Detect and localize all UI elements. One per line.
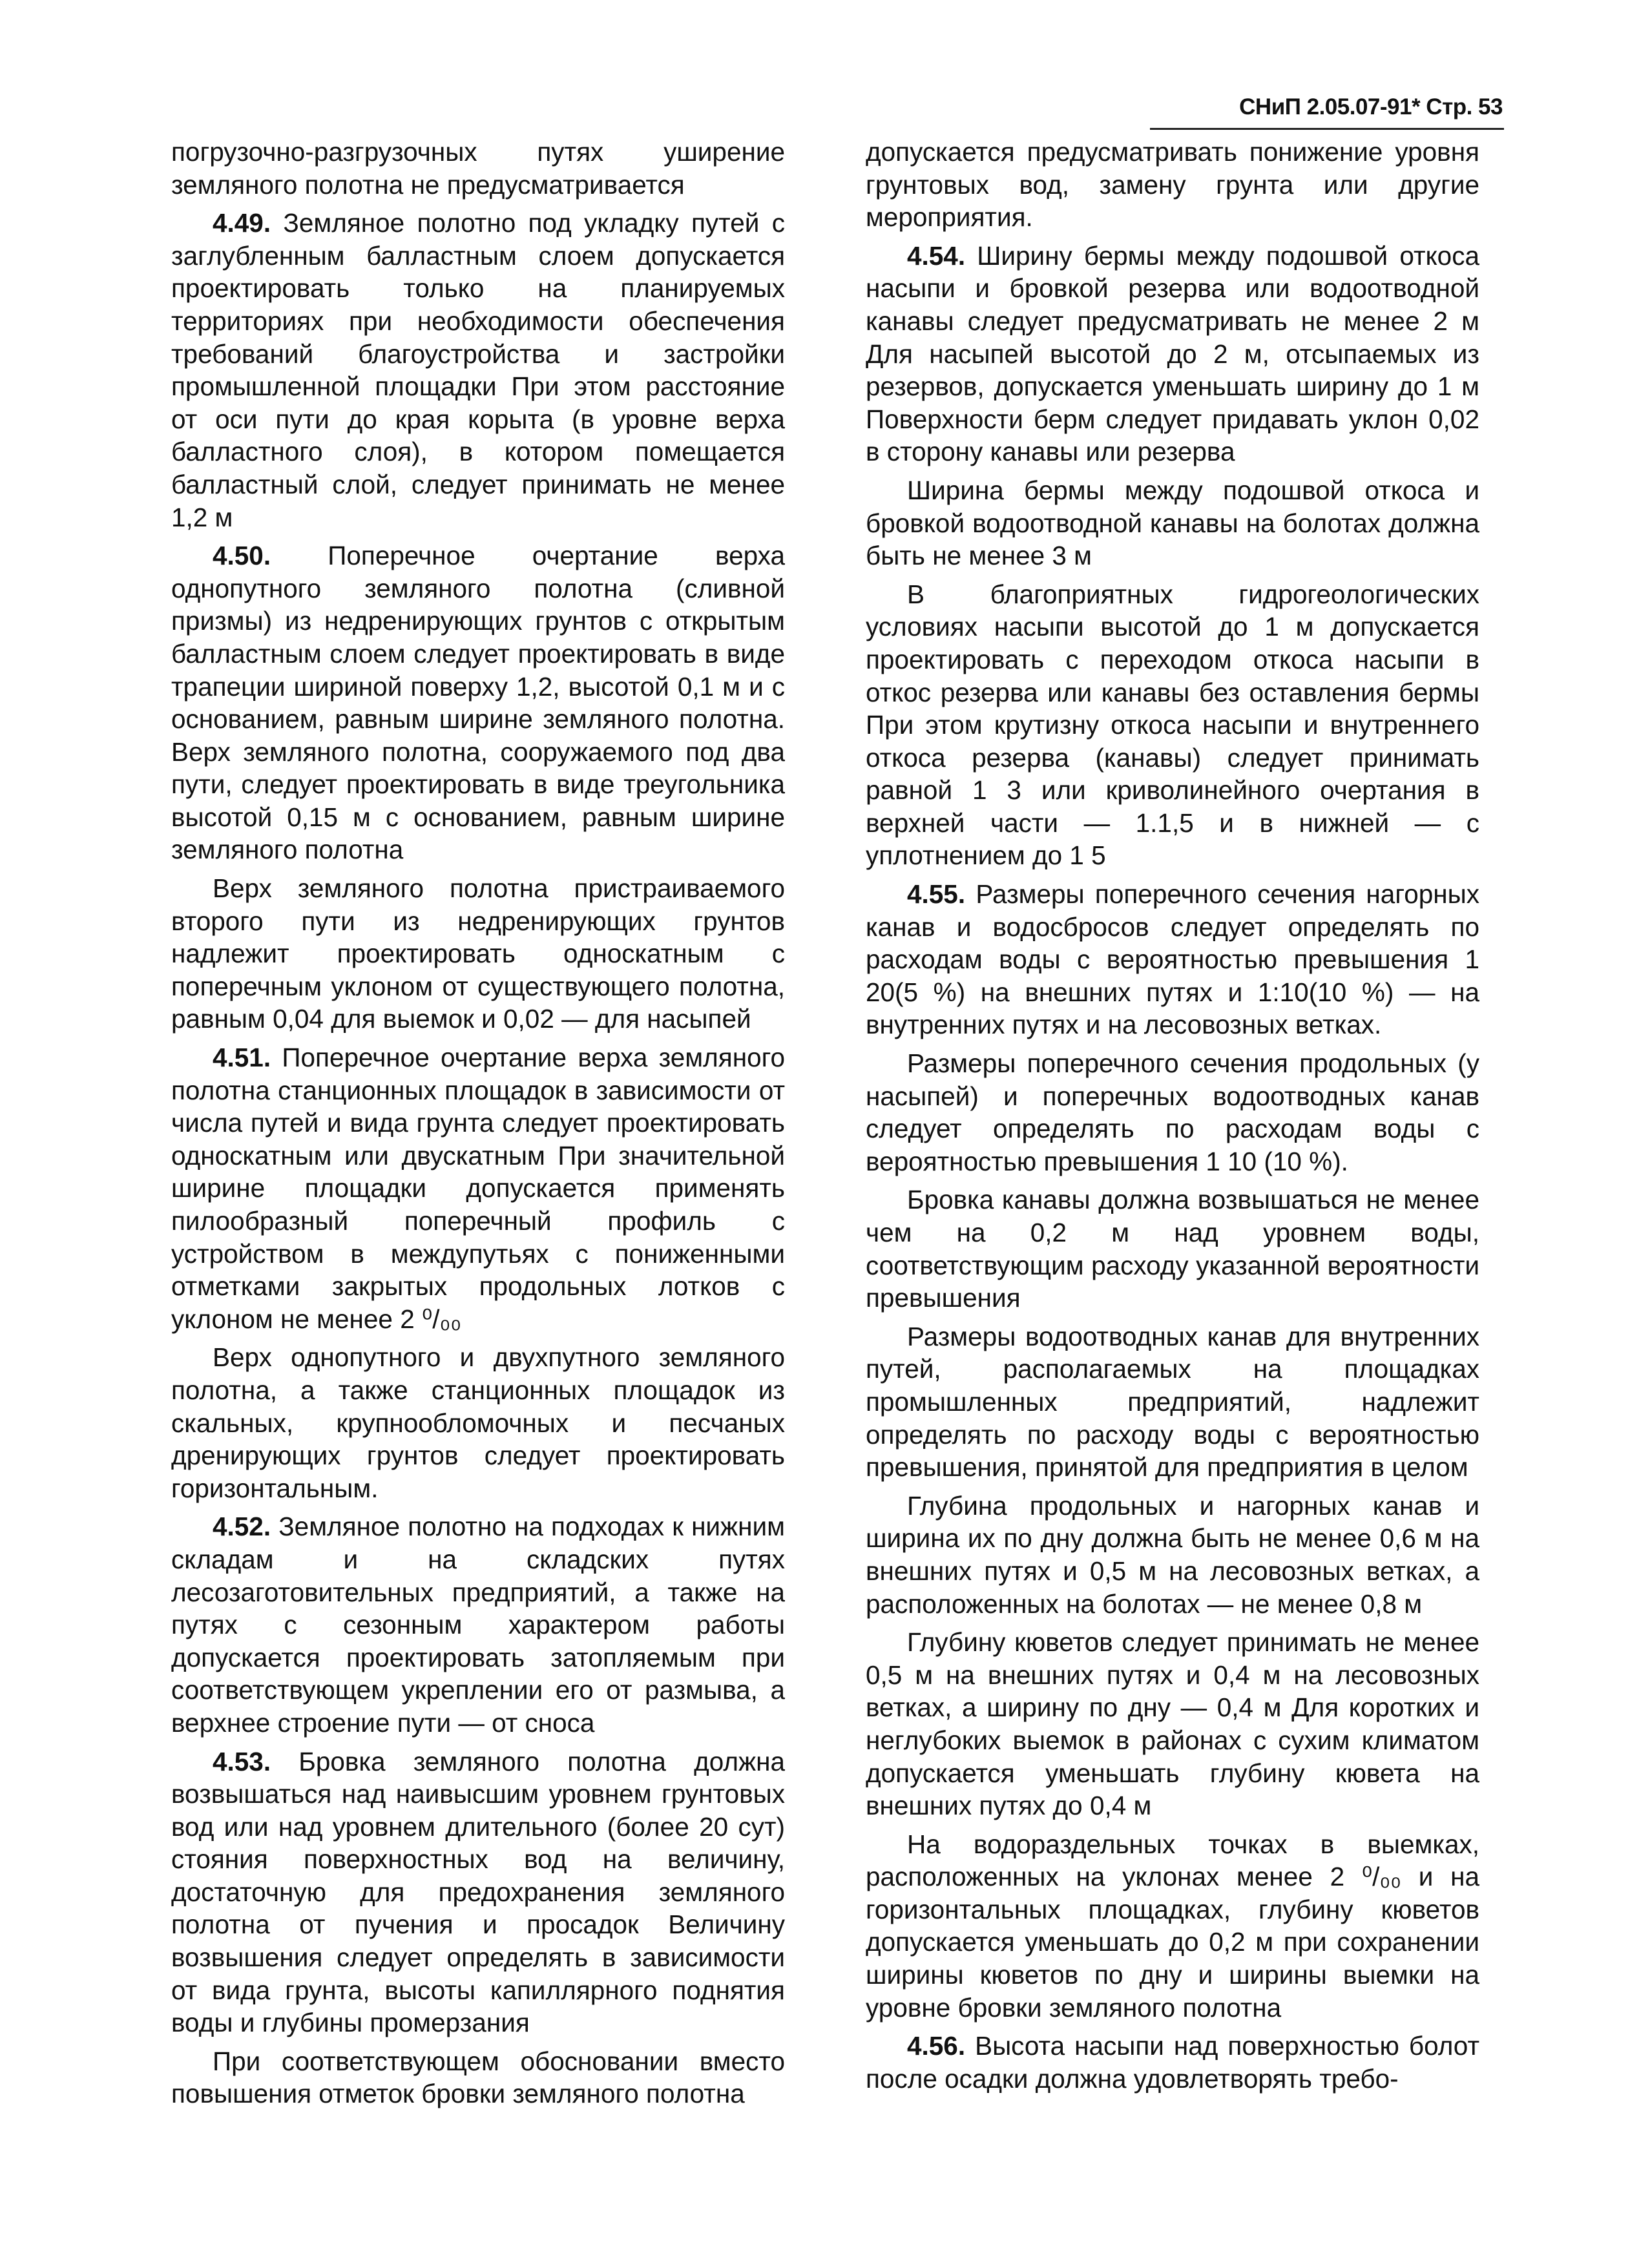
paragraph [866,1828,1479,2024]
paragraph-text: Верх земляного полотна пристраиваемого второго пути из недренирующих грунтов надлежит проектировать односкатным с поперечным уклоном от существующего полотна, равным 0,04 для выемок и 0,02 — для насыпей [171,873,785,1034]
paragraph [171,1510,785,1739]
paragraph [171,1041,785,1335]
running-header: СНиП 2.05.07-91* Стр. 53 [1239,94,1503,120]
header-rule [1150,128,1504,130]
clause-number: 4.51. [213,1043,271,1073]
paragraph [866,136,1479,234]
paragraph-text: Высота насыпи над поверхностью болот после осадки должна удовлетворять требо- [866,2031,1479,2094]
right-column [866,136,1479,2101]
paragraph [171,539,785,866]
paragraph-text: допускается предусматривать понижение уровня грунтовых вод, замену грунта или другие мероприятия. [866,137,1479,233]
paragraph [866,1320,1479,1484]
clause-number: 4.52. [213,1512,271,1542]
paragraph-text: При соответствующем обосновании вместо повышения отметок бровки земляного полотна [171,2046,785,2109]
paragraph-text: Глубина продольных и нагорных канав и ширина их по дну должна быть не менее 0,6 м на внешних путях и 0,5 м на лесовозных ветках, а расположенных на болотах — не менее 0,8 м [866,1490,1479,1619]
paragraph [171,1341,785,1504]
paragraph-text: Размеры водоотводных канав для внутренних путей, располагаемых на площадках промышленных предприятий, надлежит определять по расходу воды с вероятностью превышения, принятой для предприятия в целом [866,1321,1479,1483]
paragraph-text: Ширина бермы между подошвой откоса и бровкой водоотводной канавы на болотах должна быть не менее 3 м [866,475,1479,571]
clause-number: 4.50. [213,541,271,571]
clause-number: 4.49. [213,208,271,238]
paragraph-text: Ширину бермы между подошвой откоса насыпи и бровкой резерва или водоотводной канавы следует предусматривать не менее 2 м Для насыпей высотой до 2 м, отсыпаемых из резервов, допускается уменьшать ширину до 1 м Поверхности берм следует придавать уклон 0,02 в сторону канавы или резерва [866,240,1479,467]
paragraph-text: Бровка земляного полотна должна возвышаться над наивысшим уровнем грунтовых вод или над уровнем длительного (более 20 сут) стояния поверхностных вод на величину, достаточную для предохранения земляного полотна от пучения и просадок Величину возвышения следует определять в зависимости от вида грунта, высоты капиллярного поднятия воды и глубины промерзания [171,1746,785,2038]
paragraph [866,578,1479,872]
paragraph [866,1183,1479,1314]
paragraph-text: Поперечное очертание верха земляного полотна станционных площадок в зависимости от числа путей и вида грунта следует проектировать односкатным или двускатным При значительной ширине площадки допускается применять пилообразный поперечный профиль с устройством в междупутьях с пониженными отметками закрытых продольных лотков с уклоном не менее 2 ⁰/₀₀ [171,1043,785,1334]
paragraph-text: Земляное полотно под укладку путей с заглубленным балластным слоем допускается проектировать только на планируемых территориях при необходимости обеспечения требований благоустройства и застройки промышленной площадки При этом расстояние от оси пути до края корыта (в уровне верха балластного слоя), в котором помещается балластный слой, следует принимать не менее 1,2 м [171,208,785,532]
paragraph-text: Верх однопутного и двухпутного земляного полотна, а также станционных площадок из скальных, крупнообломочных и песчаных дренирующих грунтов следует проектировать горизонтальным. [171,1342,785,1503]
paragraph-text: Размеры поперечного сечения продольных (у насыпей) и поперечных водоотводных канав следует определять по расходам воды с вероятностью превышения 1 10 (10 %). [866,1048,1479,1176]
paragraph [866,1047,1479,1178]
paragraph-text: Земляное полотно на подходах к нижним складам и на складских путях лесозаготовительных предприятий, а также на путях с сезонным характером работы допускается проектировать затопляемым при соответствующем укреплении его от размыва, а верхнее строение пути — от сноса [171,1512,785,1738]
paragraph-text: Бровка канавы должна возвышаться не менее чем на 0,2 м над уровнем воды, соответствующим расходу указанной вероятности превышения [866,1185,1479,1313]
paragraph [866,1626,1479,1822]
paragraph-text: В благоприятных гидрогеологических условиях насыпи высотой до 1 м допускается проектировать с переходом откоса насыпи в откос резерва или канавы без оставления бермы При этом крутизну откоса насыпи и внутреннего откоса резерва (канавы) следует принимать равной 1 3 или криволинейного очертания в верхней части — 1.1,5 и в нижней — с уплотнением до 1 5 [866,579,1479,871]
paragraph-text: На водораздельных точках в выемках, расположенных на уклонах менее 2 ⁰/₀₀ и на горизонтальных площадках, глубину кюветов допускается уменьшать до 0,2 м при сохранении ширины кюветов по дну и ширины выемки на уровне бровки земляного полотна [866,1829,1479,2023]
paragraph [171,207,785,534]
paragraph [171,2045,785,2110]
paragraph [171,136,785,201]
paragraph-text: Размеры поперечного сечения нагорных канав и водосбросов следует определять по расходам воды с вероятностью превышения 1 20(5 %) на внешних путях и 1:10(10 %) — на внутренних путях и на лесовозных ветках. [866,879,1479,1040]
clause-number: 4.54. [907,240,966,271]
paragraph [171,872,785,1035]
paragraph-text: погрузочно-разгрузочных путях уширение земляного полотна не предусматривается [171,137,785,200]
paragraph [866,474,1479,572]
paragraph-text: Глубину кюветов следует принимать не менее 0,5 м на внешних путях и 0,4 м на лесовозных ветках, а ширину по дну — 0,4 м Для коротких и неглубоких выемок в районах с сухим климатом допускается уменьшать глубину кювета на внешних путях до 0,4 м [866,1627,1479,1821]
paragraph [866,2030,1479,2095]
clause-number: 4.56. [907,2031,966,2061]
paragraph-text: Поперечное очертание верха однопутного земляного полотна (сливной призмы) из недренирующих грунтов с открытым балластным слоем следует проектировать в виде трапеции шириной поверху 1,2, высотой 0,1 м и с основанием, равным ширине земляного полотна. Верх земляного полотна, сооружаемого под два пути, следует проектировать в виде треугольника высотой 0,15 м с основанием, равным ширине земляного полотна [171,541,785,865]
clause-number: 4.53. [213,1746,271,1776]
paragraph [866,878,1479,1041]
paragraph [866,240,1479,468]
paragraph [866,1490,1479,1620]
paragraph [171,1745,785,2039]
clause-number: 4.55. [907,879,966,910]
left-column [171,136,785,2116]
